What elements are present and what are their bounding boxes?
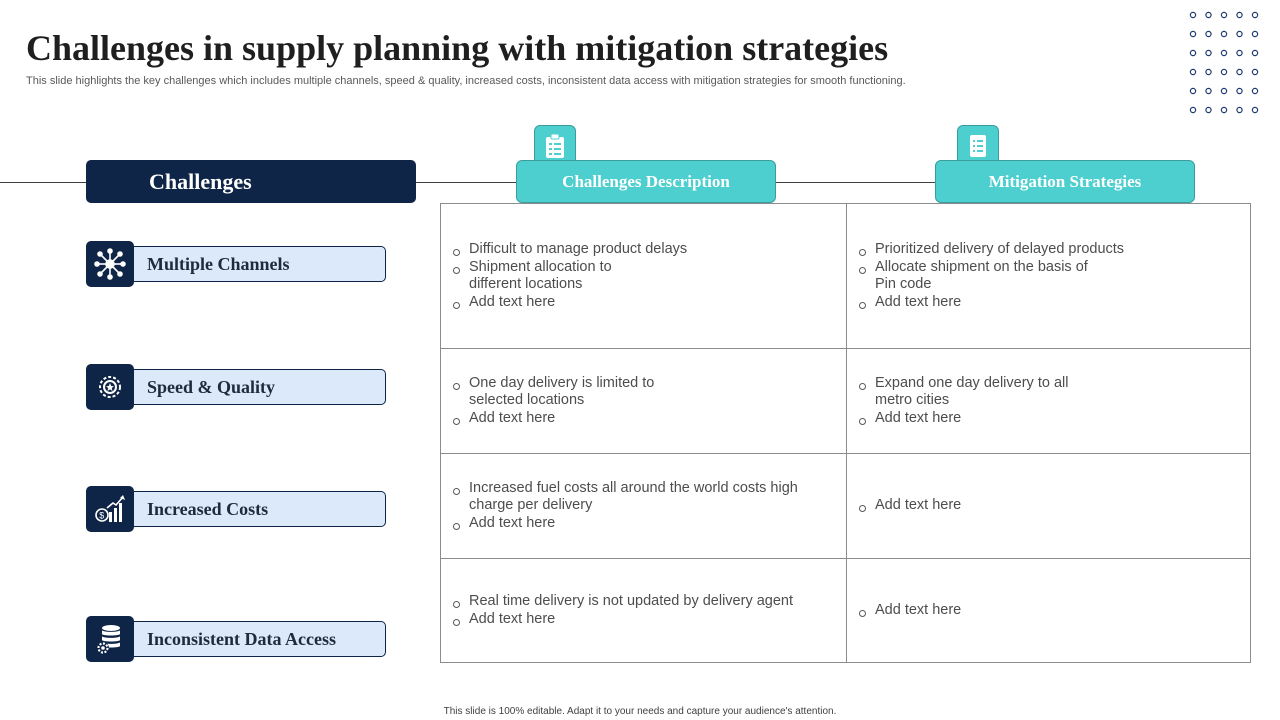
decorative-dot bbox=[1221, 12, 1226, 17]
svg-text:$: $ bbox=[99, 510, 105, 521]
description-cell bbox=[441, 559, 846, 662]
decorative-dot bbox=[1252, 69, 1257, 74]
decorative-dot bbox=[1221, 50, 1226, 55]
decorative-dot bbox=[1252, 50, 1257, 55]
bullet-item: Increased fuel costs all around the world costs high charge per delivery bbox=[451, 480, 846, 515]
bullet-item: Allocate shipment on the basis of Pin code bbox=[857, 259, 1250, 294]
footer-note: This slide is 100% editable. Adapt it to your needs and capture your audience's attention. bbox=[443, 706, 837, 717]
mitigation-cell bbox=[847, 454, 1250, 558]
decorative-dot bbox=[1237, 88, 1242, 93]
network-icon bbox=[86, 241, 134, 287]
bullet-item: Real time delivery is not updated by delivery agent bbox=[451, 593, 846, 611]
decorative-dot bbox=[1237, 31, 1242, 36]
description-cell bbox=[441, 454, 846, 558]
mitigation-cell bbox=[847, 204, 1250, 348]
decorative-dot bbox=[1206, 107, 1211, 112]
cost-growth-chart-icon bbox=[86, 486, 134, 532]
database-gear-icon bbox=[86, 616, 134, 662]
bullet-item: Add text here bbox=[857, 294, 1250, 312]
bullet-item: Add text here bbox=[451, 515, 846, 533]
challenges-table bbox=[440, 203, 1251, 663]
decorative-dot bbox=[1190, 12, 1195, 17]
bullet-item: Shipment allocation to different locations bbox=[451, 259, 846, 294]
decorative-dot bbox=[1190, 69, 1195, 74]
challenges-header: Challenges bbox=[86, 160, 416, 203]
decorative-dot bbox=[1237, 50, 1242, 55]
mitigation-cell bbox=[847, 349, 1250, 453]
challenge-item-speed-quality bbox=[86, 364, 386, 410]
bullet-item: Add text here bbox=[857, 497, 1250, 515]
challenge-item-inconsistent-data-access bbox=[86, 616, 386, 662]
challenge-label: Increased Costs bbox=[116, 491, 386, 527]
challenge-item-multiple-channels bbox=[86, 241, 386, 287]
bullet-item: Expand one day delivery to all metro cities bbox=[857, 375, 1250, 410]
decorative-dot bbox=[1190, 107, 1195, 112]
decorative-dot bbox=[1221, 88, 1226, 93]
decorative-dot bbox=[1206, 12, 1211, 17]
decorative-dot bbox=[1206, 88, 1211, 93]
bullet-item: Add text here bbox=[857, 410, 1250, 428]
description-cell bbox=[441, 204, 846, 348]
decorative-dot bbox=[1206, 31, 1211, 36]
bullet-item: Add text here bbox=[451, 410, 846, 428]
decorative-dot bbox=[1221, 69, 1226, 74]
description-cell bbox=[441, 349, 846, 453]
decorative-dot bbox=[1206, 50, 1211, 55]
speed-quality-gear-icon bbox=[86, 364, 134, 410]
challenge-item-increased-costs bbox=[86, 486, 386, 532]
decorative-dot bbox=[1206, 69, 1211, 74]
decorative-dot bbox=[1190, 88, 1195, 93]
decorative-dot bbox=[1252, 31, 1257, 36]
page-subtitle: This slide highlights the key challenges which includes multiple channels, speed & quality, increased costs, inconsistent data access with mitigation strategies for smooth functioning. bbox=[26, 75, 906, 87]
bullet-item: Add text here bbox=[451, 611, 846, 629]
challenge-label: Inconsistent Data Access bbox=[116, 621, 386, 657]
mitigation-cell bbox=[847, 559, 1250, 662]
mitigation-strategies-header: Mitigation Strategies bbox=[935, 160, 1195, 203]
bullet-item: Add text here bbox=[451, 294, 846, 312]
decorative-dot-grid bbox=[1186, 10, 1276, 114]
decorative-dot bbox=[1190, 31, 1195, 36]
decorative-dot bbox=[1252, 12, 1257, 17]
decorative-dot bbox=[1221, 31, 1226, 36]
decorative-dot bbox=[1221, 107, 1226, 112]
bullet-item: Add text here bbox=[857, 602, 1250, 620]
decorative-dot bbox=[1237, 69, 1242, 74]
bullet-item: One day delivery is limited to selected locations bbox=[451, 375, 846, 410]
decorative-dot bbox=[1252, 88, 1257, 93]
decorative-dot bbox=[1190, 50, 1195, 55]
challenge-label: Multiple Channels bbox=[116, 246, 386, 282]
bullet-item: Prioritized delivery of delayed products bbox=[857, 241, 1250, 259]
bullet-item: Difficult to manage product delays bbox=[451, 241, 846, 259]
challenge-label: Speed & Quality bbox=[116, 369, 386, 405]
decorative-dot bbox=[1237, 107, 1242, 112]
page-title: Challenges in supply planning with mitigation strategies bbox=[26, 28, 889, 68]
decorative-dot bbox=[1237, 12, 1242, 17]
challenges-description-header: Challenges Description bbox=[516, 160, 776, 203]
decorative-dot bbox=[1252, 107, 1257, 112]
